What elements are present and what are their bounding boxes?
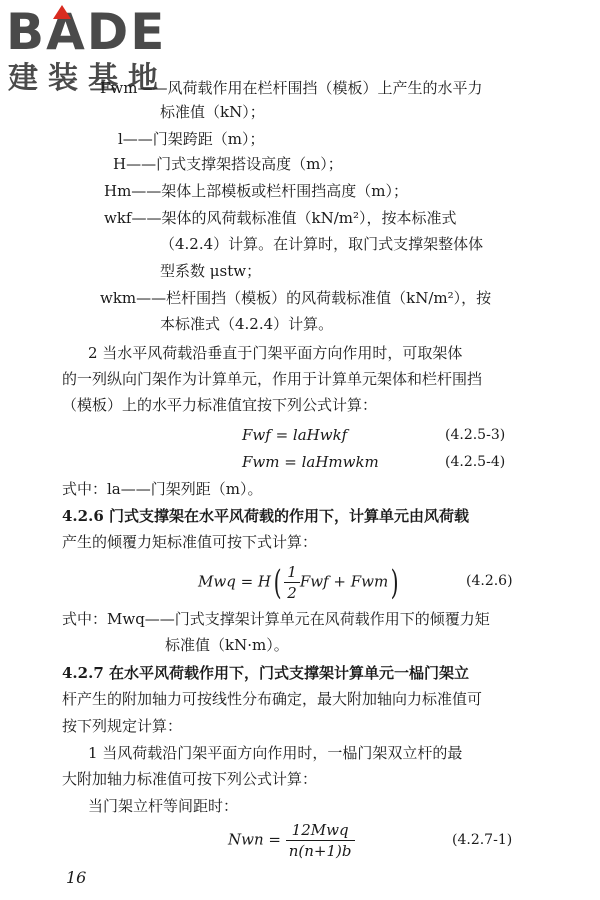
- equation-4-2-7-1: [228, 820, 355, 861]
- text-line: 1 当风荷载沿门架平面方向作用时，一榀门架双立杆的最: [88, 744, 463, 762]
- section-heading-4-2-7: 4.2.7 在水平风荷载作用下，门式支撑架计算单元一榀门架立: [62, 664, 469, 682]
- text-line: 大附加轴力标准值可按下列公式计算：: [62, 770, 318, 788]
- fraction-denominator: n(n+1)b: [288, 842, 352, 860]
- section-heading-4-2-6: 4.2.6 门式支撑架在水平风荷载的作用下，计算单元由风荷载: [62, 507, 469, 525]
- logo-word: BADE: [6, 3, 167, 61]
- text-line: 本标准式（4.2.4）计算。: [160, 315, 334, 333]
- fraction: [286, 820, 355, 861]
- equation-number: (4.2.7-1): [452, 832, 513, 848]
- fraction-numerator: 1: [284, 562, 300, 583]
- left-paren-icon: (: [273, 562, 282, 603]
- logo-chinese: 建装基地: [8, 61, 168, 96]
- equation-number: (4.2.5-4): [445, 454, 506, 470]
- text-line: H——门式支撑架搭设高度（m）；: [113, 155, 343, 173]
- right-paren-icon: ): [390, 562, 399, 603]
- text-line: Fwm——风荷载作用在栏杆围挡（模板）上产生的水平力: [100, 79, 483, 97]
- text-line: 杆产生的附加轴力可按线性分布确定，最大附加轴向力标准值可: [62, 690, 483, 708]
- fraction-numerator: 12Mwq: [286, 820, 355, 841]
- equation-number: (4.2.5-3): [445, 427, 506, 443]
- text-line: wkf——架体的风荷载标准值（kN/m²），按本标准式: [104, 209, 457, 227]
- text-line: l——门架跨距（m）；: [118, 130, 265, 148]
- text-line: （模板）上的水平力标准值宜按下列公式计算：: [62, 396, 378, 414]
- text-line: 式中：la——门架列距（m）。: [62, 480, 263, 498]
- equation-4-2-5-4: Fwm = laHmwkm: [242, 453, 379, 471]
- equation-4-2-5-3: Fwf = laHwkf: [242, 426, 348, 444]
- fraction: [284, 562, 300, 603]
- text-line: 2 当水平风荷载沿垂直于门架平面方向作用时，可取架体: [88, 344, 463, 362]
- text-line: 的一列纵向门架作为计算单元，作用于计算单元架体和栏杆围挡: [62, 370, 483, 388]
- text-line: 当门架立杆等间距时：: [88, 797, 239, 815]
- text-line: Hm——架体上部模板或栏杆围挡高度（m）；: [104, 182, 409, 200]
- text-line: wkm——栏杆围挡（模板）的风荷载标准值（kN/m²），按: [100, 289, 492, 307]
- equation-number: (4.2.6): [466, 573, 513, 589]
- page-number: 16: [66, 868, 87, 887]
- text-line: 型系数 μstw；: [160, 262, 262, 280]
- fraction-denominator: 2: [287, 584, 297, 602]
- equation-rest: Fwf + Fwm: [299, 572, 389, 591]
- logo-triangle-icon: [53, 5, 71, 19]
- text-line: 标准值（kN·m）。: [165, 636, 289, 654]
- text-line: 按下列规定计算：: [62, 717, 183, 735]
- equation-4-2-6: [198, 562, 401, 603]
- equation-lhs: Nwn =: [228, 830, 281, 849]
- text-line: 标准值（kN）；: [160, 103, 265, 121]
- text-line: 产生的倾覆力矩标准值可按下式计算：: [62, 533, 318, 551]
- equation-lhs: Mwq = H: [198, 572, 271, 591]
- text-line: 式中：Mwq——门式支撑架计算单元在风荷载作用下的倾覆力矩: [62, 610, 490, 628]
- text-line: （4.2.4）计算。在计算时，取门式支撑架整体体: [160, 235, 484, 253]
